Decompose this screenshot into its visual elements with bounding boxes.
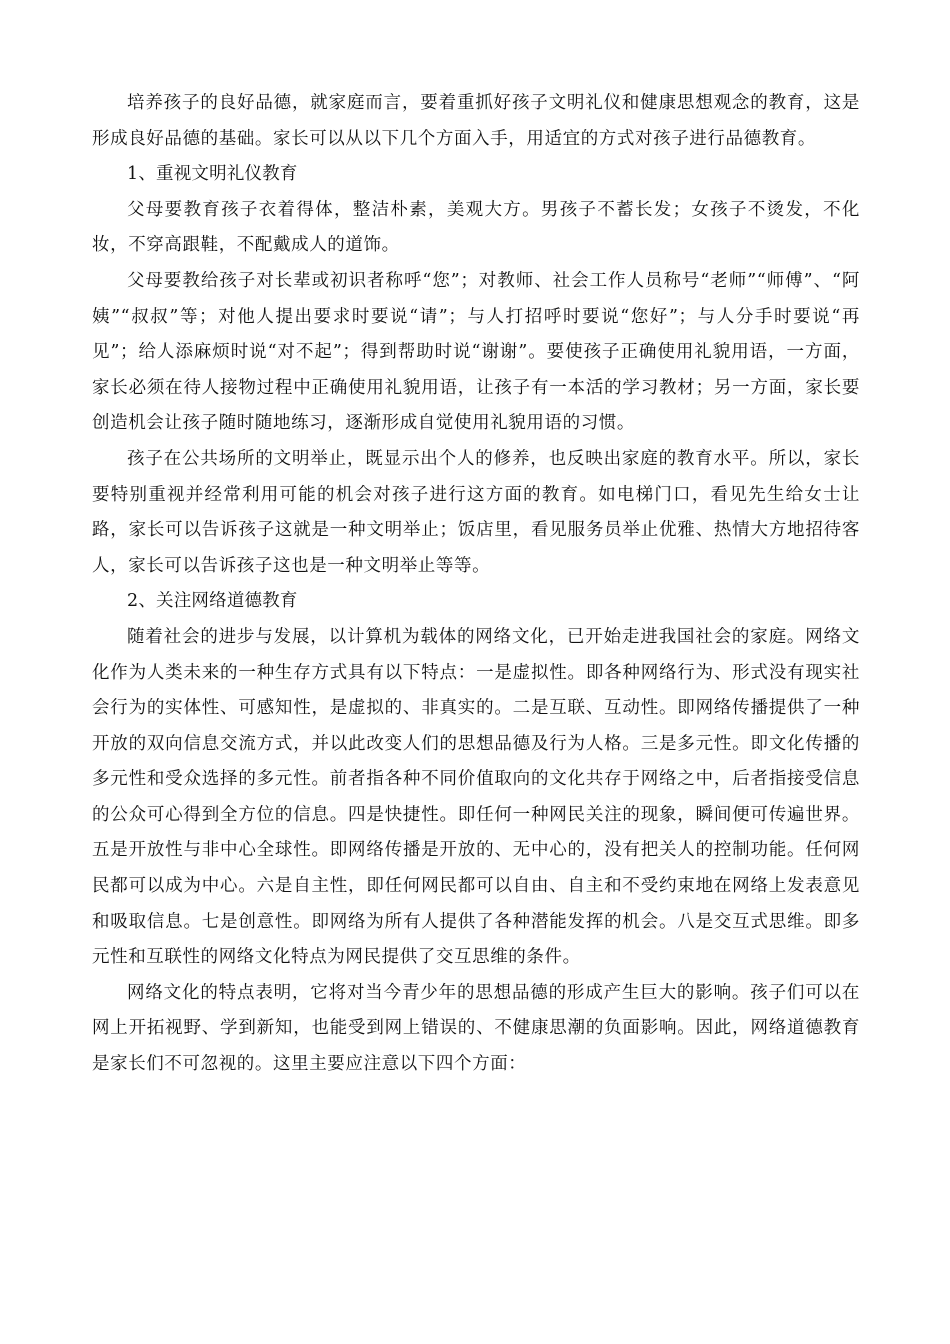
section-heading-1: 1、重视文明礼仪教育 — [127, 164, 298, 185]
section-heading-2: 2、关注网络道德教育 — [127, 591, 298, 612]
body-paragraph: 父母要教育孩子衣着得体，整洁朴素，美观大方。男孩子不蓄长发；女孩子不烫发，不化妆，不穿高跟鞋，不配戴成人的道饰。 — [92, 199, 860, 256]
body-paragraph: 随着社会的进步与发展，以计算机为载体的网络文化，已开始走进我国社会的家庭。网络文化作为人类未来的一种生存方式具有以下特点：一是虚拟性。即各种网络行为、形式没有现实社会行为的实体性、可感知性，是虚拟的、非真实的。二是互联、互动性。即网络传播提供了一种开放的双向信息交流方式，并以此改变人们的思想品德及行为人格。三是多元性。即文化传播的多元性和受众选择的多元性。前者指各种不同价值取向的文化共存于网络之中，后者指接受信息的公众可心得到全方位的信息。四是快捷性。即任何一种网民关注的现象，瞬间便可传遍世界。五是开放性与非中心全球性。即网络传播是开放的、无中心的，没有把关人的控制功能。任何网民都可以成为中心。六是自主性，即任何网民都可以自由、自主和不受约束地在网络上发表意见和吸取信息。七是创意性。即网络为所有人提供了各种潜能发挥的机会。八是交互式思维。即多元性和互联性的网络文化特点为网民提供了交互思维的条件。 — [92, 626, 860, 968]
document-body — [92, 86, 860, 1083]
body-paragraph: 孩子在公共场所的文明举止，既显示出个人的修养，也反映出家庭的教育水平。所以，家长要特别重视并经常利用可能的机会对孩子进行这方面的教育。如电梯门口，看见先生给女士让路，家长可以告诉孩子这就是一种文明举止；饭店里，看见服务员举止优雅、热情大方地招待客人，家长可以告诉孩子这也是一种文明举止等等。 — [92, 448, 860, 576]
intro-paragraph: 培养孩子的良好品德，就家庭而言，要着重抓好孩子文明礼仪和健康思想观念的教育，这是形成良好品德的基础。家长可以从以下几个方面入手，用适宜的方式对孩子进行品德教育。 — [92, 93, 860, 149]
body-paragraph: 网络文化的特点表明，它将对当今青少年的思想品德的形成产生巨大的影响。孩子们可以在网上开拓视野、学到新知，也能受到网上错误的、不健康思潮的负面影响。因此，网络道德教育是家长们不可忽视的。这里主要应注意以下四个方面： — [92, 982, 860, 1075]
body-paragraph: 父母要教给孩子对长辈或初识者称呼“您”；对教师、社会工作人员称号“老师”“师傅”、“阿姨”“叔叔”等；对他人提出要求时要说“请”；与人打招呼时要说“您好”；与人分手时要说“再见”；给人添麻烦时说“对不起”；得到帮助时说“谢谢”。要使孩子正确使用礼貌用语，一方面，家长必须在待人接物过程中正确使用礼貌用语，让孩子有一本活的学习教材；另一方面，家长要创造机会让孩子随时随地练习，逐渐形成自觉使用礼貌用语的习惯。 — [92, 270, 860, 434]
